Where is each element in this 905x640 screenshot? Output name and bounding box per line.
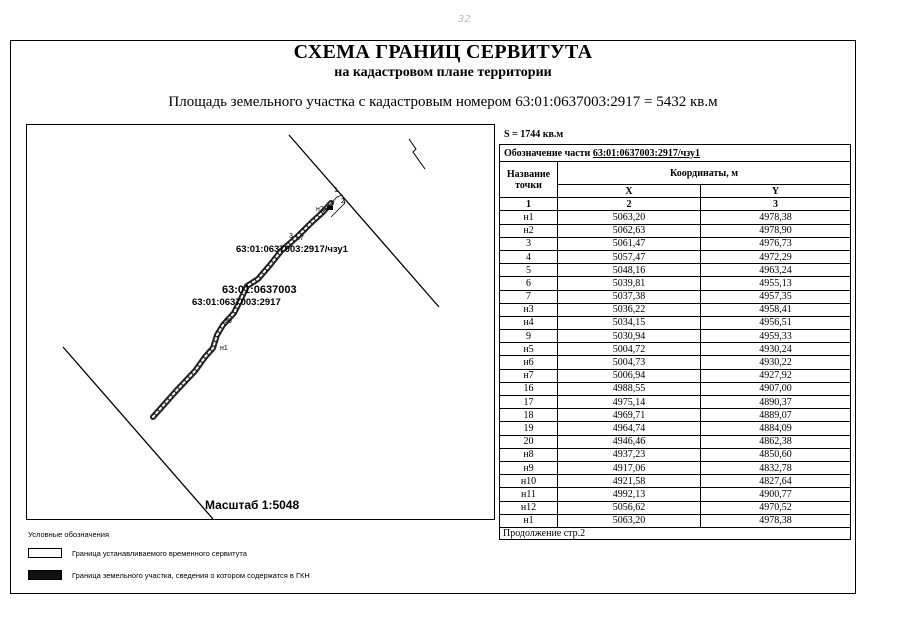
column-header-x: X: [558, 185, 701, 198]
servitude-area: S = 1744 кв.м: [504, 129, 564, 140]
table-row: [500, 250, 851, 263]
map-point-label: н2: [316, 206, 324, 213]
part-designation-row: [500, 145, 851, 162]
y-coordinate-cell: 4958,41: [701, 303, 851, 316]
legend-swatch-servitude: [28, 548, 62, 558]
table-row: [500, 382, 851, 395]
point-name-cell: н1: [500, 514, 558, 527]
table-row: [500, 435, 851, 448]
y-coordinate-cell: 4930,22: [701, 356, 851, 369]
point-name-cell: н5: [500, 343, 558, 356]
table-row: [500, 330, 851, 343]
y-coordinate-cell: 4972,29: [701, 250, 851, 263]
x-coordinate-cell: 5037,38: [558, 290, 701, 303]
map-point-label: 1: [334, 187, 338, 194]
point-name-cell: н7: [500, 369, 558, 382]
point-name-cell: н3: [500, 303, 558, 316]
point-name-cell: н12: [500, 501, 558, 514]
column-number-2: 2: [558, 198, 701, 211]
column-header-coordinates: Координаты, м: [558, 162, 851, 185]
table-row: [500, 224, 851, 237]
y-coordinate-cell: 4827,64: [701, 475, 851, 488]
point-name-cell: н8: [500, 448, 558, 461]
map-drawing: [27, 125, 495, 520]
y-coordinate-cell: 4963,24: [701, 264, 851, 277]
continuation-note: Продолжение стр.2: [500, 527, 851, 539]
table-row: [500, 316, 851, 329]
table-row: [500, 290, 851, 303]
table-row: [500, 303, 851, 316]
y-coordinate-cell: 4956,51: [701, 316, 851, 329]
point-name-cell: 3: [500, 237, 558, 250]
column-number-1: 1: [500, 198, 558, 211]
map-point-label: н7: [296, 235, 304, 242]
y-coordinate-cell: 4862,38: [701, 435, 851, 448]
table-row: [500, 488, 851, 501]
table-row: [500, 264, 851, 277]
x-coordinate-cell: 5004,72: [558, 343, 701, 356]
y-coordinate-cell: 4978,38: [701, 211, 851, 224]
point-name-cell: н6: [500, 356, 558, 369]
column-header-y: Y: [701, 185, 851, 198]
column-number-3: 3: [701, 198, 851, 211]
legend-title: Условные обозначения: [28, 530, 110, 539]
x-coordinate-cell: 4921,58: [558, 475, 701, 488]
y-coordinate-cell: 4900,77: [701, 488, 851, 501]
point-name-cell: н11: [500, 488, 558, 501]
x-coordinate-cell: 5004,73: [558, 356, 701, 369]
point-name-cell: 19: [500, 422, 558, 435]
map-label-block: 63:01:0637003: [222, 284, 297, 296]
map-label-part: 63:01:0637003:2917/чзу1: [236, 244, 348, 255]
legend-swatch-parcel: [28, 570, 62, 580]
y-coordinate-cell: 4927,92: [701, 369, 851, 382]
y-coordinate-cell: 4884,09: [701, 422, 851, 435]
table-row: [500, 211, 851, 224]
map-label-parcel: 63:01:0637003:2917: [192, 297, 281, 308]
x-coordinate-cell: 5006,94: [558, 369, 701, 382]
x-coordinate-cell: 5056,62: [558, 501, 701, 514]
point-name-cell: 18: [500, 409, 558, 422]
map-point-label: 2: [341, 198, 345, 205]
cadastral-map: [26, 124, 495, 520]
adjacent-boundary: [409, 139, 425, 169]
continuation-row: [500, 527, 851, 539]
x-coordinate-cell: 4964,74: [558, 422, 701, 435]
servitude-marker: [327, 206, 333, 210]
point-name-cell: 7: [500, 290, 558, 303]
x-coordinate-cell: 4988,55: [558, 382, 701, 395]
column-header-point: Название точки: [500, 162, 558, 198]
coordinates-table-body: [500, 211, 851, 528]
part-id: 63:01:0637003:2917/чзу1: [592, 147, 701, 159]
parcel-area-line: Площадь земельного участка с кадастровым номером 63:01:0637003:2917 = 5432 кв.м: [168, 94, 718, 110]
table-row: [500, 514, 851, 527]
table-row: [500, 237, 851, 250]
point-name-cell: 20: [500, 435, 558, 448]
x-coordinate-cell: 5048,16: [558, 264, 701, 277]
y-coordinate-cell: 4930,24: [701, 343, 851, 356]
x-coordinate-cell: 4937,23: [558, 448, 701, 461]
point-name-cell: н4: [500, 316, 558, 329]
table-row: [500, 277, 851, 290]
y-coordinate-cell: 4978,90: [701, 224, 851, 237]
x-coordinate-cell: 4946,46: [558, 435, 701, 448]
point-name-cell: н10: [500, 475, 558, 488]
point-name-cell: н9: [500, 461, 558, 474]
page-number-mark: 32: [458, 14, 471, 25]
x-coordinate-cell: 5062,63: [558, 224, 701, 237]
point-name-cell: 5: [500, 264, 558, 277]
table-row: [500, 396, 851, 409]
y-coordinate-cell: 4889,07: [701, 409, 851, 422]
x-coordinate-cell: 5036,22: [558, 303, 701, 316]
x-coordinate-cell: 5063,20: [558, 211, 701, 224]
x-coordinate-cell: 4975,14: [558, 396, 701, 409]
map-point-label: 15: [224, 318, 232, 325]
document-subtitle: на кадастровом плане территории: [334, 65, 552, 80]
legend-text-servitude: Граница устанавливаемого временного сервитута: [72, 549, 247, 558]
x-coordinate-cell: 5030,94: [558, 330, 701, 343]
y-coordinate-cell: 4907,00: [701, 382, 851, 395]
y-coordinate-cell: 4832,78: [701, 461, 851, 474]
y-coordinate-cell: 4970,52: [701, 501, 851, 514]
document-title: СХЕМА ГРАНИЦ СЕРВИТУТА: [293, 41, 593, 63]
point-name-cell: 16: [500, 382, 558, 395]
point-name-cell: н2: [500, 224, 558, 237]
x-coordinate-cell: 4969,71: [558, 409, 701, 422]
table-row: [500, 475, 851, 488]
y-coordinate-cell: 4957,35: [701, 290, 851, 303]
table-row: [500, 409, 851, 422]
parcel-boundary: [153, 203, 331, 417]
point-name-cell: 9: [500, 330, 558, 343]
x-coordinate-cell: 5057,47: [558, 250, 701, 263]
table-row: [500, 501, 851, 514]
point-name-cell: 4: [500, 250, 558, 263]
table-row: [500, 343, 851, 356]
y-coordinate-cell: 4955,13: [701, 277, 851, 290]
point-name-cell: н1: [500, 211, 558, 224]
y-coordinate-cell: 4890,37: [701, 396, 851, 409]
map-scale: Масштаб 1:5048: [205, 498, 300, 512]
map-point-label: 3: [289, 233, 293, 240]
table-row: [500, 461, 851, 474]
table-row: [500, 422, 851, 435]
coordinates-table: [499, 144, 851, 540]
map-point-label: н1: [220, 345, 228, 352]
table-row: [500, 356, 851, 369]
x-coordinate-cell: 5034,15: [558, 316, 701, 329]
x-coordinate-cell: 4992,13: [558, 488, 701, 501]
x-coordinate-cell: 5063,20: [558, 514, 701, 527]
legend-text-parcel: Граница земельного участка, сведения о котором содержатся в ГКН: [72, 571, 310, 580]
y-coordinate-cell: 4978,38: [701, 514, 851, 527]
y-coordinate-cell: 4976,73: [701, 237, 851, 250]
point-name-cell: 17: [500, 396, 558, 409]
table-row: [500, 448, 851, 461]
y-coordinate-cell: 4850,60: [701, 448, 851, 461]
table-row: [500, 369, 851, 382]
x-coordinate-cell: 5039,81: [558, 277, 701, 290]
y-coordinate-cell: 4959,33: [701, 330, 851, 343]
point-name-cell: 6: [500, 277, 558, 290]
part-label: Обозначение части: [504, 147, 591, 159]
x-coordinate-cell: 4917,06: [558, 461, 701, 474]
x-coordinate-cell: 5061,47: [558, 237, 701, 250]
